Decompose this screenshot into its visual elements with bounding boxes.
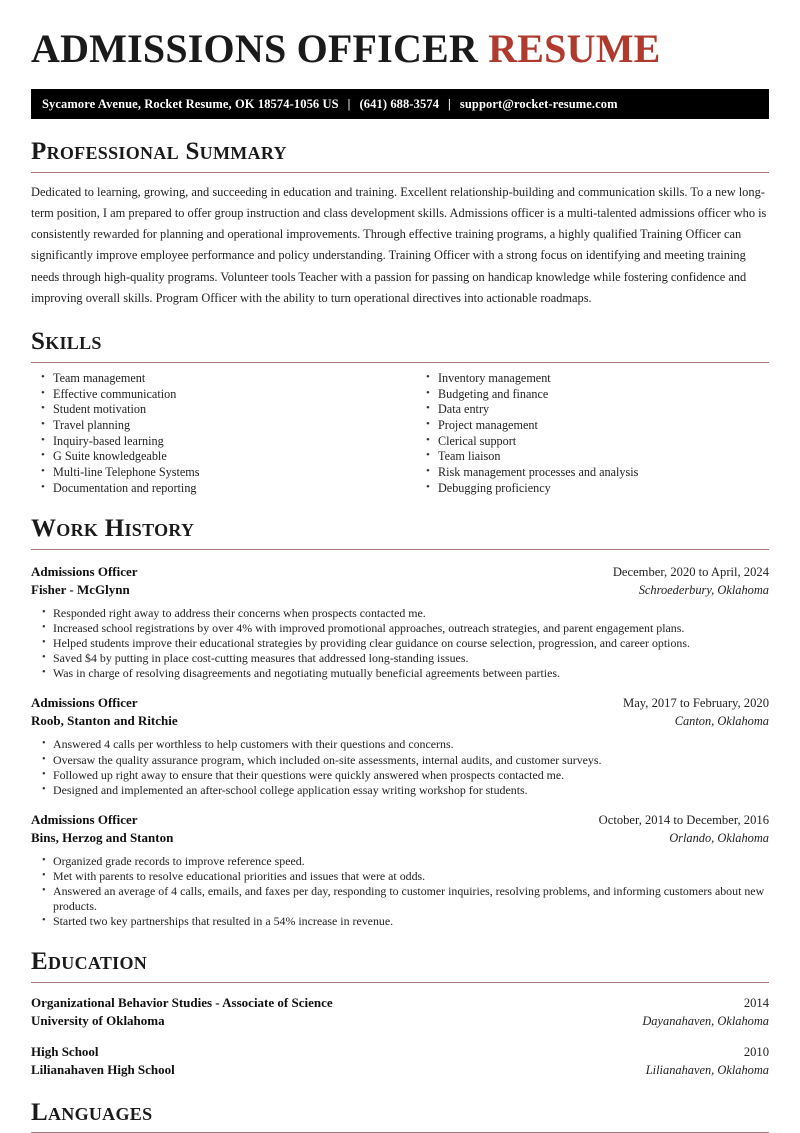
contact-phone[interactable]: (641) 688-3574	[359, 96, 440, 111]
job-location: Schroederbury, Oklahoma	[638, 582, 769, 597]
job-company: Roob, Stanton and Ritchie	[31, 713, 178, 729]
contact-separator-2: |	[448, 96, 451, 111]
list-item	[31, 465, 400, 480]
list-item	[31, 768, 769, 783]
section-rule-summary	[31, 172, 769, 173]
section-education	[31, 948, 769, 1079]
skill-label: Data entry	[438, 402, 490, 417]
section-rule-work-history	[31, 549, 769, 550]
work-history-entry	[31, 563, 769, 681]
skill-label: Budgeting and finance	[438, 386, 549, 401]
list-item	[416, 449, 769, 464]
list-item	[31, 737, 769, 752]
job-bullet-text: Was in charge of resolving disagreements and negotiating mutually beneficial agreements between parties.	[53, 666, 560, 681]
job-company-row	[31, 829, 769, 847]
job-bullet-text: Responded right away to address their concerns when prospects contacted me.	[53, 605, 426, 620]
contact-address: Sycamore Avenue, Rocket Resume, OK 18574-1056 US	[42, 96, 339, 111]
page-title	[31, 0, 769, 72]
list-item	[31, 666, 769, 681]
education-location: Dayanahaven, Oklahoma	[642, 1013, 769, 1028]
list-item	[416, 402, 769, 417]
section-rule-education	[31, 982, 769, 983]
list-item	[31, 869, 769, 884]
section-professional-summary	[31, 138, 769, 309]
job-bullet-text: Designed and implemented an after-school college application essay writing workshop for students.	[53, 782, 528, 797]
education-year: 2014	[743, 995, 769, 1010]
list-item	[31, 621, 769, 636]
job-dates: October, 2014 to December, 2016	[598, 812, 769, 827]
list-item	[31, 914, 769, 929]
education-school-row	[31, 1012, 769, 1030]
skill-label: Team management	[53, 370, 146, 385]
skill-label: Inventory management	[438, 370, 551, 385]
education-school: Lilianahaven High School	[31, 1061, 175, 1077]
job-bullet-text: Increased school registrations by over 4% with improved promotional approaches, outreach strategies, and parent engagement plans.	[53, 621, 685, 636]
list-item	[416, 481, 769, 496]
job-title: Admissions Officer	[31, 563, 138, 579]
job-bullet-text: Followed up right away to ensure that their questions were quickly answered when prospects contacted me.	[53, 767, 565, 782]
job-location: Orlando, Oklahoma	[669, 830, 769, 845]
education-year: 2010	[743, 1044, 769, 1059]
job-company: Bins, Herzog and Stanton	[31, 829, 174, 845]
section-work-history	[31, 515, 769, 929]
section-heading-summary: Professional Summary	[31, 138, 287, 165]
job-title: Admissions Officer	[31, 695, 138, 711]
contact-email[interactable]: support@rocket-resume.com	[459, 96, 618, 111]
job-bullet-text: Helped students improve their educational strategies by providing clear guidance on course selection, progression, and career options.	[53, 636, 690, 651]
job-title-row	[31, 563, 769, 581]
job-bullet-text: Started two key partnerships that resulted in a 54% increase in revenue.	[53, 914, 394, 929]
list-item	[31, 651, 769, 666]
job-bullet-text: Met with parents to resolve educational priorities and issues that were at odds.	[53, 868, 426, 883]
list-item	[416, 418, 769, 433]
job-bullet-text: Organized grade records to improve reference speed.	[53, 853, 305, 868]
list-item	[31, 371, 400, 386]
skills-columns	[31, 371, 769, 497]
job-dates: December, 2020 to April, 2024	[612, 564, 769, 579]
skill-label: G Suite knowledgeable	[53, 449, 167, 464]
skills-list-left	[31, 371, 400, 496]
job-bullet-list	[31, 606, 769, 681]
education-degree-row	[31, 1043, 769, 1061]
list-item	[31, 418, 400, 433]
skill-label: Clerical support	[438, 433, 517, 448]
skill-label: Documentation and reporting	[53, 480, 197, 495]
skill-label: Student motivation	[53, 402, 147, 417]
skill-label: Risk management processes and analysis	[438, 465, 639, 480]
section-heading-education: Education	[31, 948, 148, 976]
skills-list-right	[416, 371, 769, 496]
job-bullet-text: Answered an average of 4 calls, emails, and faxes per day, responding to customer inquiries, resolving problems, and informing customers about new products.	[53, 884, 765, 914]
skill-label: Travel planning	[53, 418, 131, 433]
page-title-main: ADMISSIONS OFFICER	[31, 26, 478, 71]
work-history-entry	[31, 811, 769, 929]
page-title-accent: RESUME	[488, 26, 661, 71]
list-item	[31, 481, 400, 496]
job-bullet-text: Saved $4 by putting in place cost-cutting measures that addressed long-standing issues.	[53, 651, 469, 666]
job-company-row	[31, 581, 769, 599]
job-title-row	[31, 694, 769, 712]
job-company-row	[31, 712, 769, 730]
education-degree: Organizational Behavior Studies - Associate of Science	[31, 994, 333, 1010]
skill-label: Team liaison	[438, 449, 501, 464]
job-title: Admissions Officer	[31, 811, 138, 827]
list-item	[31, 402, 400, 417]
section-rule-skills	[31, 362, 769, 363]
list-item	[31, 783, 769, 798]
job-location: Canton, Oklahoma	[674, 714, 769, 729]
list-item	[31, 636, 769, 651]
section-heading-skills: Skills	[31, 328, 102, 356]
list-item	[31, 449, 400, 464]
skill-label: Effective communication	[53, 386, 177, 401]
list-item	[31, 434, 400, 449]
education-location: Lilianahaven, Oklahoma	[645, 1062, 769, 1077]
section-skills	[31, 328, 769, 496]
list-item	[416, 465, 769, 480]
summary-text: Dedicated to learning, growing, and succeeding in education and training. Excellent relationship-building and communication skills. To a new long-term position, I am prepared to offer group instruction and class development skills. Admissions officer is a multi-talented admissions officer who is consistently rewarded for planning and operational improvements. Through effective training programs, a highly qualified Training Officer can significantly improve employee performance and policy understanding. Training Officer with a strong focus on identifying and meeting training needs through high-quality programs. Volunteer tools Teacher with a passion for passing on handicap knowledge while fostering confidence and improving overall skills. Program Officer with the ability to turn operational directives into actionable roadmaps.	[31, 184, 767, 306]
section-languages	[31, 1099, 769, 1133]
section-heading-languages: Languages	[31, 1098, 153, 1126]
job-dates: May, 2017 to February, 2020	[623, 696, 769, 711]
list-item	[31, 753, 769, 768]
skill-label: Project management	[438, 418, 538, 433]
section-heading-work-history: Work History	[31, 515, 195, 543]
skills-column-right	[400, 371, 769, 497]
contact-bar	[31, 89, 769, 119]
education-entry	[31, 1043, 769, 1079]
education-school: University of Oklahoma	[31, 1012, 165, 1028]
job-bullet-text: Oversaw the quality assurance program, which included on-site assessments, internal audits, and customer surveys.	[53, 752, 602, 767]
list-item	[31, 884, 769, 914]
list-item	[31, 387, 400, 402]
list-item	[416, 371, 769, 386]
list-item	[31, 606, 769, 621]
list-item	[416, 434, 769, 449]
education-school-row	[31, 1061, 769, 1079]
job-bullet-text: Answered 4 calls per worthless to help customers with their questions and concerns.	[53, 737, 454, 752]
skills-column-left	[31, 371, 400, 497]
skill-label: Multi-line Telephone Systems	[53, 465, 200, 480]
work-history-entry	[31, 694, 769, 797]
skill-label: Debugging proficiency	[438, 480, 551, 495]
education-degree: High School	[31, 1043, 99, 1059]
contact-separator-1: |	[347, 96, 351, 111]
education-entry	[31, 994, 769, 1030]
list-item	[416, 387, 769, 402]
education-degree-row	[31, 994, 769, 1012]
skill-label: Inquiry-based learning	[53, 433, 164, 448]
list-item	[31, 854, 769, 869]
job-title-row	[31, 811, 769, 829]
job-company: Fisher - McGlynn	[31, 581, 130, 597]
job-bullet-list	[31, 737, 769, 797]
job-bullet-list	[31, 854, 769, 929]
